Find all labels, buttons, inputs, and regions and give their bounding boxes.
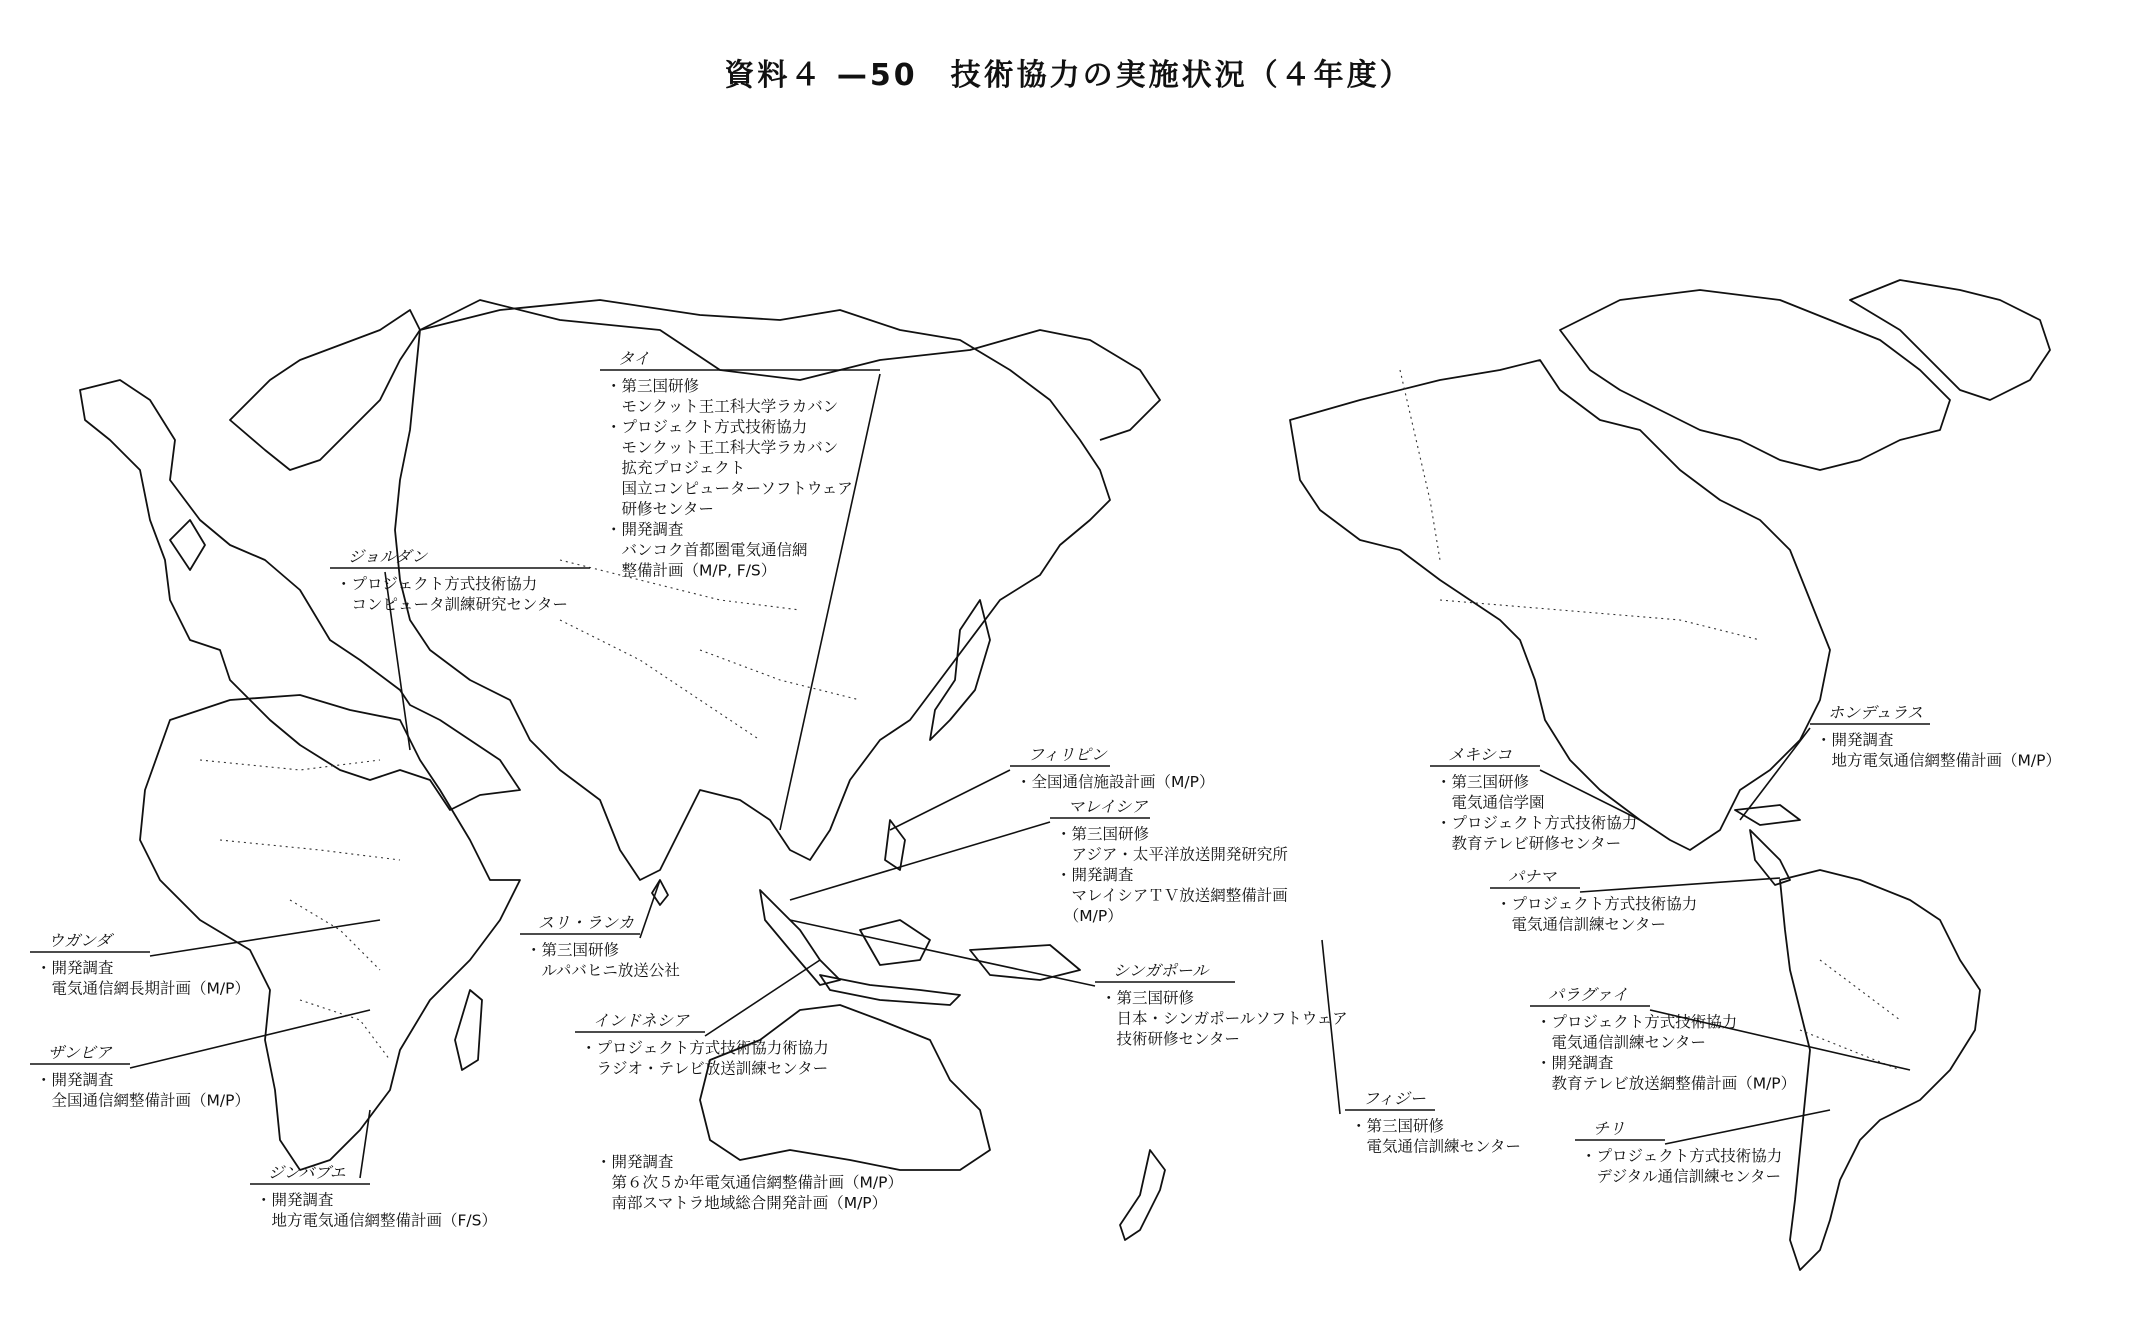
project-line: コンピュータ訓練研究センター [336,595,568,614]
project-line: （M/P） [1056,907,1123,925]
leader-line-philippines [890,770,1010,830]
project-line: ・開発調査 [36,959,114,977]
annotation-paraguay [1530,985,1910,1093]
project-line: デジタル通信訓練センター [1581,1167,1781,1186]
annotation-jordan [330,547,590,750]
project-line: 日本・シンガポールソフトウェア [1101,1009,1348,1028]
country-name-thailand: タイ [618,349,650,368]
project-line: ・プロジェクト方式技術協力 [606,418,808,436]
project-line: ルパバヒニ放送公社 [526,961,680,980]
project-line: 技術研修センター [1101,1030,1240,1048]
project-line: 電気通信訓練センター [1351,1137,1521,1156]
project-line: 整備計画（M/P, F/S） [606,561,777,580]
project-line: ・開発調査 [606,520,684,539]
country-labels [30,349,2061,1230]
project-line: 地方電気通信網整備計画（M/P） [1816,751,2061,770]
annotation-uganda [30,920,380,998]
project-line: ・第三国研修 [606,377,700,395]
leader-line-zambia [130,1010,370,1068]
project-line: ・開発調査 [1536,1054,1614,1072]
leader-line-panama [1580,878,1780,892]
country-name-chile: チリ [1593,1119,1626,1138]
annotation-fiji [1322,940,1521,1156]
project-line: ・開発調査 [1816,731,1894,749]
country-name-zimbabwe: ジンバブエ [268,1163,346,1182]
project-line: ・第三国研修 [1436,773,1530,791]
project-line: ・第三国研修 [1101,989,1195,1007]
project-line: ・開発調査 [36,1071,114,1089]
annotation-honduras [1740,703,2061,820]
leader-line-indonesia [705,960,820,1036]
project-line: 拡充プロジェクト [606,459,746,477]
project-line: ・第三国研修 [1351,1117,1445,1135]
leader-line-srilanka [640,880,660,938]
country-name-indonesia: インドネシア [593,1011,689,1030]
project-line: 電気通信学園 [1436,793,1545,812]
project-line: 地方電気通信網整備計画（F/S） [256,1211,497,1230]
annotation-thailand [600,349,880,830]
leader-line-chile [1665,1110,1830,1144]
country-name-mexico: メキシコ [1448,745,1512,764]
project-line: 全国通信網整備計画（M/P） [36,1091,250,1110]
annotation-srilanka [520,880,680,980]
country-name-singapore: シンガポール [1113,961,1209,980]
project-line: ・開発調査 [256,1191,334,1209]
project-line: ラジオ・テレビ放送訓練センター [581,1059,829,1078]
national-borders [200,370,1900,1070]
project-line: 電気通信網長期計画（M/P） [36,979,250,998]
project-line: ・プロジェクト方式技術協力 [336,575,538,593]
project-line: モンクット王工科大学ラカバン [606,397,839,416]
project-line: モンクット王工科大学ラカバン [606,438,839,457]
project-line: 研修センター [606,500,714,518]
project-line: 電気通信訓練センター [1536,1033,1706,1052]
leader-line-uganda [150,920,380,956]
annotation-panama [1490,867,1780,934]
project-line: ・プロジェクト方式技術協力 [1581,1147,1783,1165]
project-line: 教育テレビ放送網整備計画（M/P） [1536,1074,1797,1093]
project-line: ・プロジェクト方式技術協力 [1436,814,1638,832]
project-line: ・プロジェクト方式技術協力 [1496,895,1698,913]
project-line: バンコク首都圏電気通信網 [606,541,808,559]
project-line: 教育テレビ研修センター [1436,834,1622,853]
annotation-singapore [790,920,1348,1048]
country-name-srilanka: スリ・ランカ [538,913,635,932]
leader-line-malaysia [790,822,1050,900]
project-line: マレイシアＴＶ放送網整備計画 [1056,886,1288,905]
project-line: ・プロジェクト方式技術協力術協力 [581,1039,829,1057]
project-line: 第６次５か年電気通信網整備計画（M/P） [596,1173,903,1192]
annotation-zimbabwe [250,1110,497,1230]
country-name-uganda: ウガンダ [48,931,112,950]
country-name-paraguay: パラグァイ [1548,985,1629,1004]
project-line: アジア・太平洋放送開発研究所 [1056,845,1288,864]
country-name-jordan: ジョルダン [348,547,428,566]
project-line: 電気通信訓練センター [1496,915,1666,934]
project-line: ・全国通信施設計画（M/P） [1016,773,1215,791]
project-line: ・第三国研修 [1056,825,1150,843]
project-line: ・開発調査 [1056,866,1134,884]
project-line: ・開発調査 [596,1153,674,1171]
country-name-zambia: ザンビア [48,1043,112,1062]
leader-line-mexico [1540,770,1640,820]
annotation-malaysia [790,797,1288,925]
project-line: 国立コンピューターソフトウェア [606,479,853,498]
country-name-fiji: フィジー [1363,1089,1426,1108]
page-title: 資料４ —50 技術協力の実施状況（４年度） [724,58,1413,93]
annotation-zambia [30,1010,370,1110]
project-line: 南部スマトラ地域総合開発計画（M/P） [596,1194,888,1212]
project-line: ・第三国研修 [526,941,620,959]
country-name-panama: パナマ [1508,867,1557,886]
country-name-honduras: ホンデュラス [1828,703,1924,722]
leader-line-zimbabwe [360,1110,370,1178]
project-line: ・プロジェクト方式技術協力 [1536,1013,1738,1031]
annotation-chile [1575,1110,1830,1186]
country-name-malaysia: マレイシア [1068,797,1148,816]
country-name-philippines: フィリピン [1028,745,1107,764]
annotation-mexico [1430,745,1640,853]
